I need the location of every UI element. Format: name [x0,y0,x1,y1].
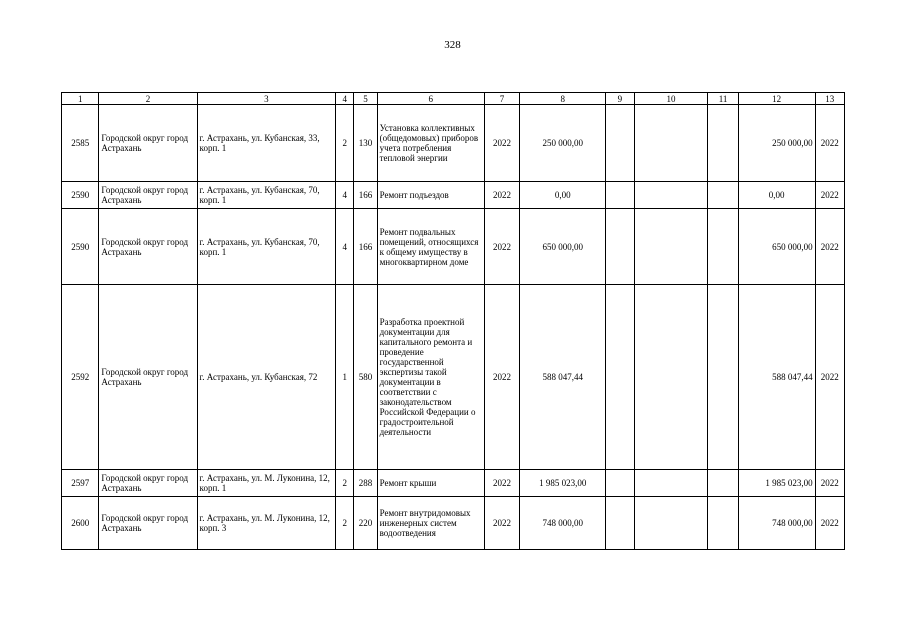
work-type-cell: Ремонт подвальных помещений, относящихся к общему имуществу в многоквартирном доме [377,209,484,285]
column-header: 4 [336,93,354,105]
col12-cost-cell: 250 000,00 [738,105,815,182]
column-header: 13 [815,93,844,105]
col11-cell [708,105,738,182]
col4-cell: 2 [336,470,354,497]
page-number: 328 [444,39,461,51]
column-header: 2 [99,93,197,105]
row-id: 2600 [62,497,99,550]
work-type-cell: Ремонт крыши [377,470,484,497]
column-header: 7 [484,93,519,105]
col9-cell [606,209,634,285]
table-row [62,105,845,182]
table-row [62,209,845,285]
column-header: 6 [377,93,484,105]
total-cost-cell: 250 000,00 [520,105,606,182]
col5-cell: 220 [354,497,377,550]
col10-cell [634,285,708,470]
row-id: 2590 [62,182,99,209]
row-id: 2597 [62,470,99,497]
total-cost-cell: 1 985 023,00 [520,470,606,497]
address-cell: г. Астрахань, ул. М. Луконина, 12, корп. 1 [197,470,336,497]
table-row [62,470,845,497]
col10-cell [634,105,708,182]
municipality-cell: Городской округ город Астрахань [99,105,197,182]
col13-year-cell: 2022 [815,285,844,470]
col9-cell [606,470,634,497]
address-cell: г. Астрахань, ул. Кубанская, 70, корп. 1 [197,209,336,285]
address-cell: г. Астрахань, ул. М. Луконина, 12, корп. 3 [197,497,336,550]
work-type-cell: Разработка проектной документации для капитального ремонта и проведение государственной экспертизы такой документации в соответствии с законодательством Российской Федерации о градостроительной деятельности [377,285,484,470]
col11-cell [708,209,738,285]
col10-cell [634,209,708,285]
municipality-cell: Городской округ город Астрахань [99,470,197,497]
column-header: 3 [197,93,336,105]
col9-cell [606,497,634,550]
column-header: 11 [708,93,738,105]
col10-cell [634,497,708,550]
col12-cost-cell: 588 047,44 [738,285,815,470]
table-row [62,497,845,550]
table-row [62,285,845,470]
column-header: 5 [354,93,377,105]
column-header: 12 [738,93,815,105]
row-id: 2585 [62,105,99,182]
year-cell: 2022 [484,182,519,209]
col5-cell: 166 [354,182,377,209]
col13-year-cell: 2022 [815,470,844,497]
total-cost-cell: 0,00 [520,182,606,209]
year-cell: 2022 [484,209,519,285]
col4-cell: 1 [336,285,354,470]
work-type-cell: Установка коллективных (общедомовых) приборов учета потребления тепловой энергии [377,105,484,182]
col13-year-cell: 2022 [815,497,844,550]
col5-cell: 130 [354,105,377,182]
col5-cell: 288 [354,470,377,497]
address-cell: г. Астрахань, ул. Кубанская, 70, корп. 1 [197,182,336,209]
col12-cost-cell: 1 985 023,00 [738,470,815,497]
col9-cell [606,285,634,470]
col11-cell [708,285,738,470]
year-cell: 2022 [484,470,519,497]
col11-cell [708,470,738,497]
column-number-row [62,93,845,105]
col4-cell: 4 [336,182,354,209]
col13-year-cell: 2022 [815,182,844,209]
total-cost-cell: 588 047,44 [520,285,606,470]
col5-cell: 580 [354,285,377,470]
col13-year-cell: 2022 [815,209,844,285]
column-header: 10 [634,93,708,105]
municipality-cell: Городской округ город Астрахань [99,285,197,470]
program-table [61,92,845,550]
municipality-cell: Городской округ город Астрахань [99,497,197,550]
year-cell: 2022 [484,497,519,550]
work-type-cell: Ремонт подъездов [377,182,484,209]
total-cost-cell: 650 000,00 [520,209,606,285]
col12-cost-cell: 650 000,00 [738,209,815,285]
address-cell: г. Астрахань, ул. Кубанская, 72 [197,285,336,470]
col5-cell: 166 [354,209,377,285]
col4-cell: 4 [336,209,354,285]
total-cost-cell: 748 000,00 [520,497,606,550]
column-header: 9 [606,93,634,105]
work-type-cell: Ремонт внутридомовых инженерных систем водоотведения [377,497,484,550]
col11-cell [708,182,738,209]
year-cell: 2022 [484,105,519,182]
municipality-cell: Городской округ город Астрахань [99,209,197,285]
row-id: 2590 [62,209,99,285]
col11-cell [708,497,738,550]
col12-cost-cell: 748 000,00 [738,497,815,550]
col9-cell [606,182,634,209]
table-row [62,182,845,209]
col12-cost-cell: 0,00 [738,182,815,209]
col10-cell [634,182,708,209]
col4-cell: 2 [336,497,354,550]
municipality-cell: Городской округ город Астрахань [99,182,197,209]
col4-cell: 2 [336,105,354,182]
address-cell: г. Астрахань, ул. Кубанская, 33, корп. 1 [197,105,336,182]
column-header: 1 [62,93,99,105]
column-header: 8 [520,93,606,105]
col9-cell [606,105,634,182]
year-cell: 2022 [484,285,519,470]
col10-cell [634,470,708,497]
row-id: 2592 [62,285,99,470]
col13-year-cell: 2022 [815,105,844,182]
